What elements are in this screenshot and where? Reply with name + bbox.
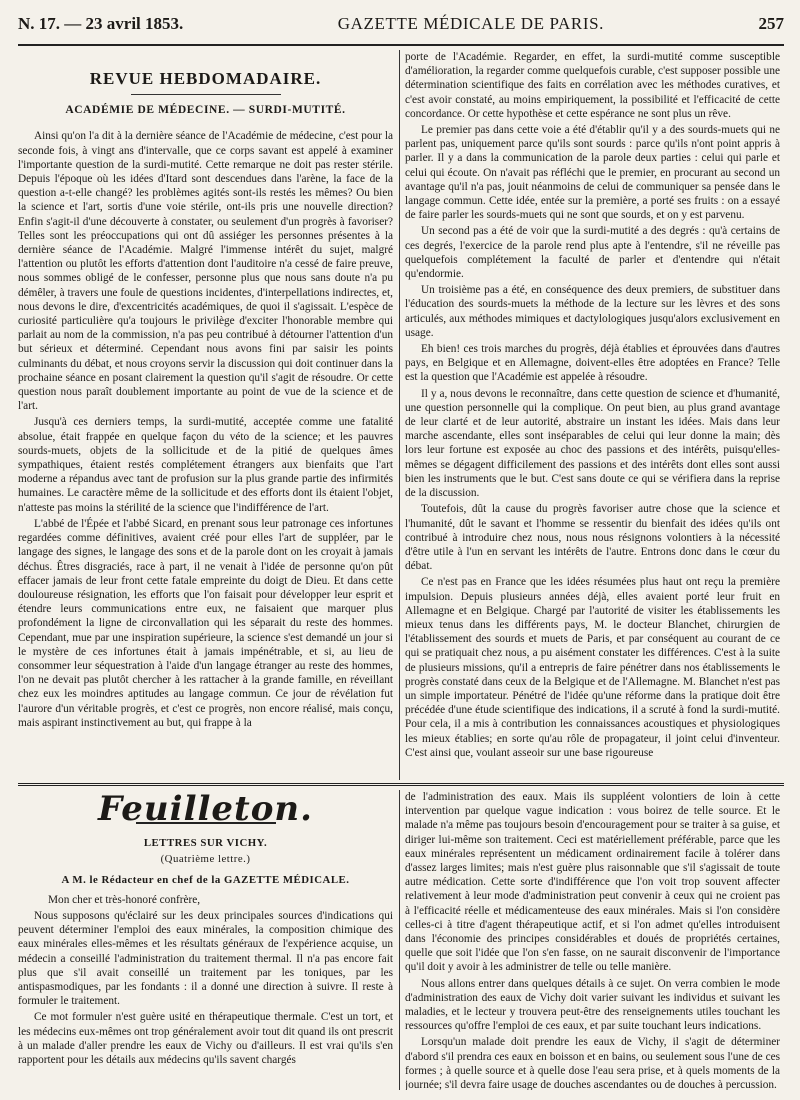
revue-paragraph: Ainsi qu'on l'a dit à la dernière séance de l'Académie de médecine, c'est pour la seconde fois, à vingt ans d'intervalle, que ce corps savant est appelé à examiner l'importante question de la surdi-mutité. Cette remarque ne doit pas rester stérile. Depuis l'époque où les idées d'Itard sont descendues dans l'arène, la face de la question a-t-elle changé? les problèmes agités sont-ils restés les mêmes? Ou bien la science et l'art, sortis d'une voie stérile, ont-ils pris une nouvelle direction? Enfin s'agit-il d'une découverte à constater, ou seulement d'un progrès à favoriser? Telles sont les préoccupations qui ont dû assiéger les personnes présentes à la dernière séance de l'Académie. Malgré l'immense intérêt du sujet, malgré l'attention ou plutôt les efforts d'attention dont l'auditoire n'a cessé de faire preuve, nous sommes obligé de le confesser, personne plus que nous sans doute n'a pu démêler, à travers une foule de questions incidentes, d'interpellations indirectes, et, nous devons le dire, d'excentricités académiques, de quoi il s'agissait. L'espèce de curiosité particulière qu'a toujours le privilège d'exciter l'honorable membre qui parlait au nom de la commission, n'a pas peu contribué à détourner l'attention d'un but sérieux et déterminé. Cependant nous avons fini par saisir les points culminants du débat, et nous croyons servir la discussion qui doit continuer dans la prochaine séance en posant clairement la question qu'il s'agit de résoudre. Or cette question nous paraît doublement importante au point de vue de la science et de l'art. [18,130,393,413]
column-divider [399,50,400,780]
revue-paragraph: Le premier pas dans cette voie a été d'établir qu'il y a des sourds-muets qui ne parlent pas, uniquement parce qu'ils sont sourds : parce qu'ils n'ont point appris à parler. Il y a dans la communication de la parole deux parties : celui qui parle et celui qui écoute. On n'avait pas réfléchi que le premier, en procurant au second un avantage qu'il n'a pas, jouit néanmoins de celui de communiquer sa pensée dans le langage commun. Cette idée, entée sur la première, a porté ses fruits : on a essayé de faire parler les sourds-muets qui ne sont que sourds, et on y est parvenu. [405,124,780,222]
feuilleton-paragraph: Nous allons entrer dans quelques détails à ce sujet. On verra combien le mode d'administration des eaux de Vichy doit varier suivant les individus et suivant les maladies, et le lecteur y trouvera peut-être des renseignements utiles touchant les ressources qu'offre l'emploi de ces eaux, et par suite touchant leurs indications. [405,977,780,1033]
revue-title-rule [131,94,281,95]
revue-subtitle: ACADÉMIE DE MÉDECINE. — SURDI-MUTITÉ. [65,104,346,117]
letter-title: LETTRES SUR VICHY. [143,837,268,850]
revue-column-left [18,50,393,780]
revue-paragraph: Jusqu'à ces derniers temps, la surdi-mutité, acceptée comme une fatalité absolue, était frappée en quelque façon du véto de la science; et les pauvres sourds-muets, objets de la sollicitude et de la pitié de quelques âmes sympathiques, étaient restés complétement étrangers aux bienfaits que l'art moderne a répandus avec tant de profusion sur la plus grande partie des infirmités humaines. Le caractère même de la sollicitude et des efforts dont ils étaient l'objet, n'atteste pas moins la stérilité de la science que l'indifférence de l'art. [18,416,393,514]
letter-addressee: A M. le Rédacteur en chef de la GAZETTE MÉDICALE. [61,873,350,886]
feuilleton-title: Feuilleton. [98,790,313,829]
feuilleton-column-left [18,790,393,1090]
masthead [18,14,784,42]
revue-column-right [405,50,780,780]
feuilleton-paragraph: Lorsqu'un malade doit prendre les eaux de Vichy, il s'agit de déterminer d'abord s'il prendra ces eaux en boisson et en bains, ou seulement sous l'une de ces formes ; à quelle source et à quelle dose l'eau sera prise, et à quels moments de la journée; s'il devra faire usage de douches ascendantes ou de douches à percussion. [405,1036,780,1090]
issue-date: N. 17. — 23 avril 1853. [18,14,184,33]
revue-paragraph: Il y a, nous devons le reconnaître, dans cette question de science et d'humanité, une question personnelle qui la complique. On peut bien, au plus grand avantage de leur clarté et de leur autorité, abstraire un instant les idées. Mais dans leur marche ascendante, elles sont inséparables de celui qui leur donne la main; dès lors leur fortune est exposée au choc des passions et des intérêts, puisqu'elles-mêmes se dégagent difficilement des passions et des intérêts dont elles sont aussi bien les instruments que le but. C'est sans doute ce qui se vérifiera dans la reprise de la discussion. [405,387,780,500]
feuilleton-paragraph: Nous supposons qu'éclairé sur les deux principales sources d'indications qui peuvent déterminer l'emploi des eaux minérales, la composition chimique des eaux minérales elles-mêmes et les résultats généraux de l'expérience acquise, un médecin a conseillé l'administration du traitement thermal. Il n'a pas encore fait plus que s'il avait conseillé un traitement par les toniques, par les antispasmodiques, par les fondants : il a donné une direction à suivre. Il reste à formuler le traitement. [18,910,393,1008]
feuilleton-paragraph: Ce mot formuler n'est guère usité en thérapeutique thermale. C'est un tort, et les médecins eux-mêmes ont trop généralement avoir tout dit quand ils ont prescrit à un malade d'aller prendre les eaux de Vichy ou d'ailleurs. Il est vrai qu'ils s'en rapportent pour les détails aux médecins qu'ils savent chargés [18,1011,393,1067]
column-divider [399,790,400,1090]
feuilleton-separator [18,783,784,786]
letter-salutation: Mon cher et très-honoré confrère, [48,893,201,906]
revue-paragraph: Toutefois, dût la cause du progrès favoriser autre chose que la science et l'humanité, dût le savant et l'homme se ressentir du bienfait des idées qu'ils ont contribué à introduire chez nous, nous nous résignons volontiers à la nécessité d'être utile à l'un en servant les intérêts de l'autre. Entrons donc dans le cœur du débat. [405,503,780,573]
page-number: 257 [758,14,784,33]
feuilleton-column-right [405,790,780,1090]
revue-paragraph: Eh bien! ces trois marches du progrès, déjà établies et éprouvées dans d'autres pays, en Belgique et en Allemagne, doivent-elles être adoptées en France? Telle est la question que l'Académie est appelée à résoudre. [405,343,780,384]
revue-paragraph: L'abbé de l'Épée et l'abbé Sicard, en prenant sous leur patronage ces infortunes regardées comme définitives, avaient créé pour elles l'art de suppléer, par le langage des signes, le langage des sons et de la parole dont on les croyait à jamais déchus. Êtres disgraciés, race à part, il ne venait à l'idée de personne qu'on pût effacer jamais de leur front cette fatale empreinte du doigt de Dieu. Et dans cette douloureuse résignation, les efforts que l'on faisait pour développer leur esprit et étendre leurs communications entre eux, ne faisaient que marquer plus profondément la ligne de circonvallation qui les séparait du reste des hommes. Cependant, mue par une inspiration supérieure, la science s'est demandé un jour si le mystère de ces infortunes était à jamais impénétrable, et si, au lieu de consommer leur séquestration à l'aide d'un langage étranger au reste des hommes, l'on ne devait pas plutôt chercher à les rattacher à la grande famille, en réveillant chez eux les moindres aptitudes au langage commun. Ce jour de révélation fut l'aurore d'un véritable progrès, et c'est ce progrès, non encore réalisé, mais conçu, mais aspirant instinctivement au but, qui frappe à la [18,517,393,729]
revue-paragraph: Ce n'est pas en France que les idées résumées plus haut ont reçu la première impulsion. Depuis plusieurs années déjà, elles avaient porté leur fruit en Allemagne et en Belgique. Chargé par l'autorité de visiter les établissements les mieux tenus dans les différents pays, M. le docteur Blanchet, chirurgien de l'établissement des sourds et muets de Paris, et par conséquent au courant de ce qui se pratiquait chez nous, a pu aisément constater les différences. C'est à la suite de plusieurs missions, qu'il a entrepris de faire pénétrer dans nos établissements le progrès constaté dans ceux de la Belgique et de l'Allemagne. M. Blanchet n'est pas un simple importateur. Pénétré de l'idée qu'une réforme dans la pratique doit être précédée d'une étude scientifique des indications, il a scruté à fond la surdi-mutité. Pour cela, il a mis à contribution les connaissances acoustiques et physiologiques les mieux établies; en sorte qu'au rôle de propagateur, il joint celui d'inventeur. C'est ainsi que, voulant asseoir sur une base rigoureuse [405,576,780,759]
revue-paragraph: Un second pas a été de voir que la surdi-mutité a des degrés : qu'à certains de ces degrés, l'exercice de la parole rend plus apte à l'entendre, s'il ne réveille pas quelquefois complétement la faculté de parler et d'entendre qui n'était qu'endormie. [405,225,780,281]
journal-title: GAZETTE MÉDICALE DE PARIS. [337,14,604,33]
letter-number: (Quatrième lettre.) [160,853,251,866]
revue-paragraph: porte de l'Académie. Regarder, en effet, la surdi-mutité comme susceptible d'amélioration, la regarder comme quelquefois curable, c'est supposer possible une détermination scientifique des faits en corrélation avec les méthodes curatives, et c'est avoir constaté, au moins empiriquement, la possibilité et l'efficacité de cette concordance. Or cette hypothèse et cette espérance ne sont plus un rêve. [405,51,780,120]
masthead-rule [18,44,784,46]
revue-paragraph: Un troisième pas a été, en conséquence des deux premiers, de substituer dans l'éducation des sourds-muets la méthode de la lecture sur les lèvres et des sons articulés, aux méthodes mimiques et dactylologiques jusqu'alors exclusivement en usage. [405,284,780,339]
revue-title: REVUE HEBDOMADAIRE. [89,69,322,88]
feuilleton-paragraph: de l'administration des eaux. Mais ils suppléent volontiers de loin à cette intervention par quelque vague indication : vous boirez de telle source. Et le malade n'a même pas toujours besoin d'encouragement pour se traiter à sa guise, et diriger lui-même son traitement. Ceci est matériellement préférable, parce que les eaux minérales représentent un médicament ordinairement facile à tolérer dans d'assez larges limites; mais n'est guère plus raisonnable que s'il s'agissait de toute autre médication. Cette sorte d'indifférence que l'on voit trop souvent affecter relativement à leur mode d'administration peut convenir à ceux qui ne croient pas à l'efficacité réelle et médicamenteuse des eaux minérales. Mais si l'on considère celles-ci à titre d'agent thérapeutique actif, et si l'on admet qu'elles introduisent dans l'économie des principes considérables et doués de propriétés certaines, quelle que soit l'idée que l'on s'en fasse, on ne saurait disconvenir de l'importance qu'il doit y avoir à les administrer de telle ou telle manière. [405,791,780,974]
